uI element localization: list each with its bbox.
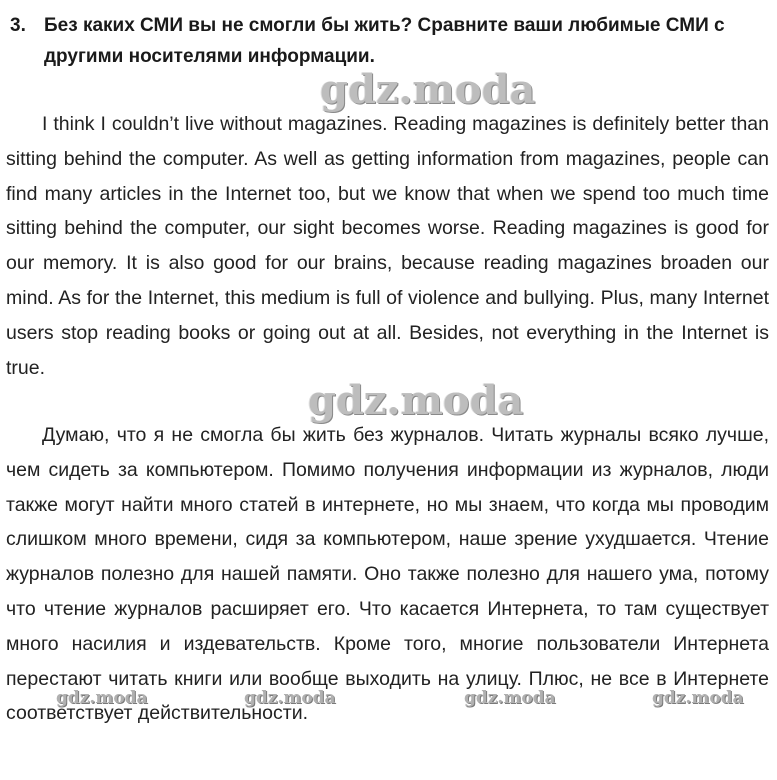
- task-heading: [10, 10, 770, 72]
- task-number: 3.: [10, 15, 26, 36]
- task-text-line-2: другими носителями информации.: [44, 46, 375, 67]
- answer-english-paragraph: [6, 107, 769, 385]
- answer-russian-paragraph: [6, 418, 769, 731]
- answer-russian-text: Думаю, что я не смогла бы жить без журналов. Читать журналы всяко лучше, чем сидеть за компьютером. Помимо получения информации из журналов, люди также могут найти много статей в интернете, но мы знаем, что когда мы проводим слишком много времени, сидя за компьютером, наше зрение ухудшается. Чтение журналов полезно для нашей памяти. Оно также полезно для нашего ума, потому что чтение журналов расширяет его. Что касается Интернета, то там существует много насилия и издевательств. Кроме того, многие пользователи Интернета перестают читать книги или вообще выходить на улицу. Плюс, не все в Интернете соответствует действительности.: [6, 424, 769, 725]
- watermark-bottom-2: gdz.moda: [244, 688, 336, 708]
- answer-english-text: I think I couldn’t live without magazines. Reading magazines is definitely better than sitting behind the computer. As well as getting information from magazines, people can find many articles in the Internet too, but we know that when we spend too much time sitting behind the computer, our sight becomes worse. Reading magazines is good for our memory. It is also good for our brains, because reading magazines broaden our mind. As for the Internet, this medium is full of violence and bullying. Plus, many Internet users stop reading books or going out at all. Besides, not everything in the Internet is true.: [6, 113, 769, 379]
- watermark-bottom-4: gdz.moda: [652, 688, 744, 708]
- watermark-top: gdz.moda: [320, 66, 536, 113]
- watermark-bottom-1: gdz.moda: [56, 688, 148, 708]
- task-line-1: [10, 10, 770, 41]
- watermark-middle: gdz.moda: [308, 377, 524, 424]
- task-text-line-1: Без каких СМИ вы не смогли бы жить? Сравните ваши любимые СМИ с: [44, 15, 725, 36]
- watermark-bottom-3: gdz.moda: [464, 688, 556, 708]
